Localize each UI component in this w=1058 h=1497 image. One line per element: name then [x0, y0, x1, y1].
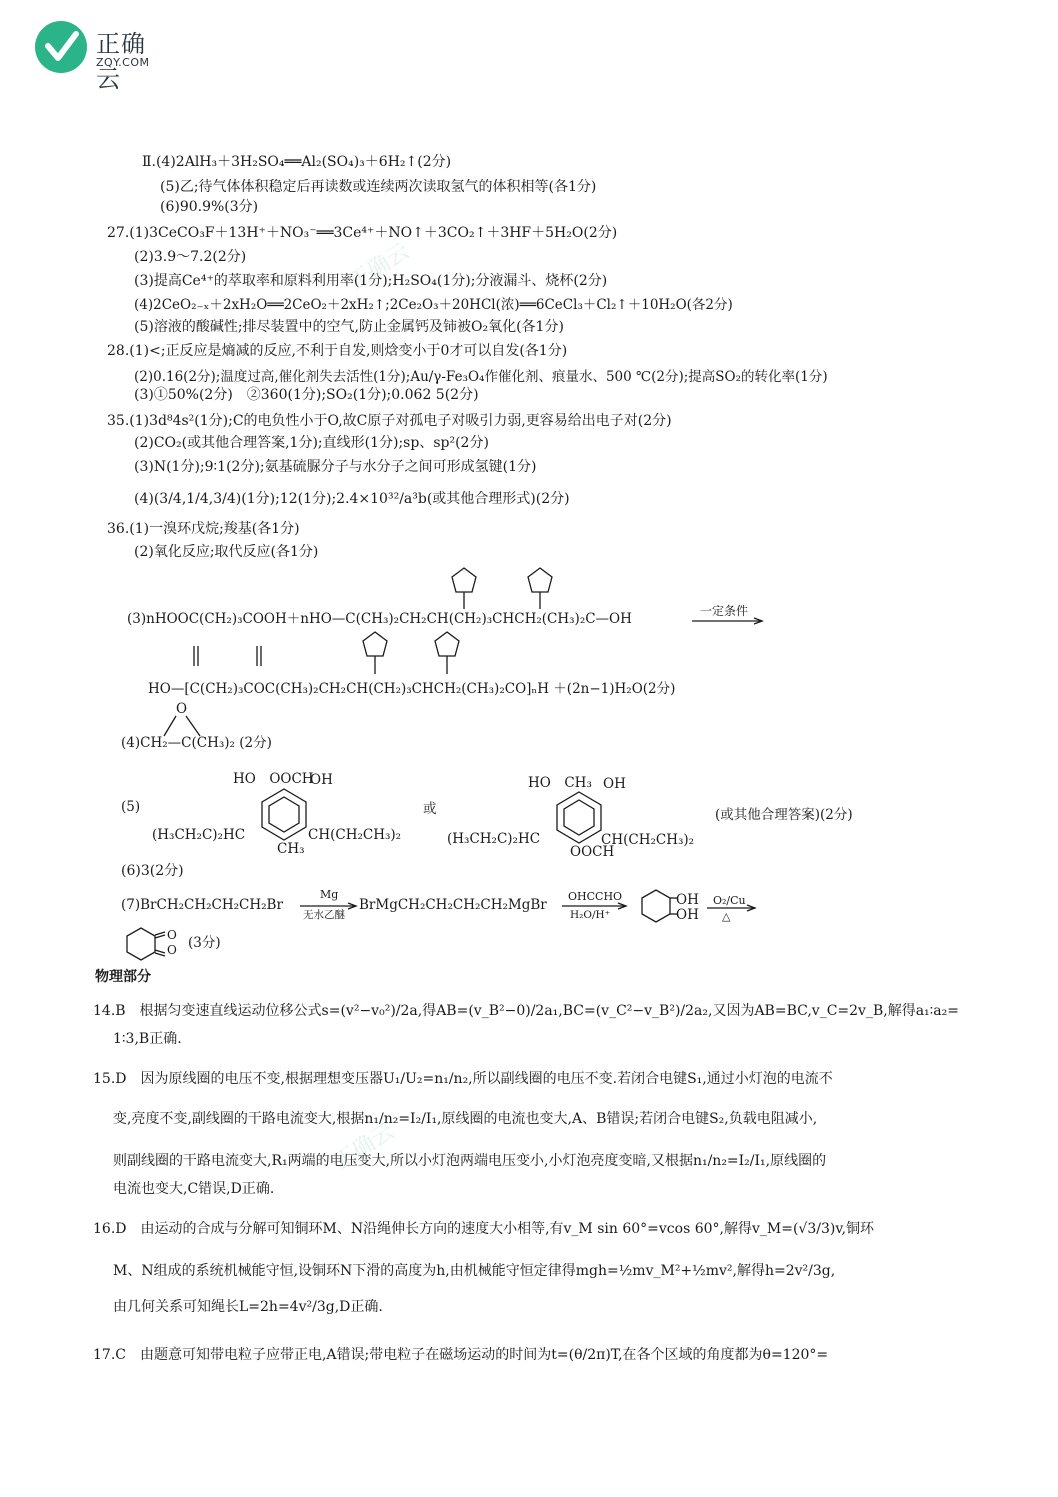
q7-diol-oh1: OH	[676, 892, 699, 908]
carbonyl-and-ring-icon	[185, 644, 485, 684]
q7-diol-oh2: OH	[676, 907, 699, 923]
or-label: 或	[423, 801, 437, 817]
q7-cond1-bottom: 无水乙醚	[303, 909, 345, 921]
physics-line: 17.C 由题意可知带电粒子应带正电,A错误;带电粒子在磁场运动的时间为t=(θ/2π)T,在各个区域的角度都为θ=120°=	[93, 1347, 829, 1363]
physics-line: M、N组成的系统机械能守恒,设铜环N下滑的高度为h,由机械能守恒定律得mgh=½mv_M²+½mv²,解得h=2v²/3g,	[113, 1263, 836, 1279]
chem-line: 35.(1)3d⁸4s²(1分);C的电负性小于O,故C原子对孤电子对吸引力弱,更容易给出电子对(2分)	[107, 413, 672, 429]
benzene-ring-icon	[254, 785, 314, 845]
chem-line: (2)氧化反应;取代反应(各1分)	[134, 544, 319, 560]
logo-subtitle: ZQY.COM	[96, 56, 150, 69]
physics-line: 电流也变大,C错误,D正确.	[113, 1181, 275, 1197]
chem-line: (3)N(1分);9∶1(2分);氨基硫脲分子与水分子之间可形成氢键(1分)	[134, 459, 537, 475]
q7-dione-o2: O	[167, 943, 177, 957]
watermark: 正确云	[344, 239, 414, 296]
q5-note: (或其他合理答案)(2分)	[715, 807, 853, 823]
chem-line: 28.(1)<;正反应是熵减的反应,不利于自发,则焓变小于0才可以自发(各1分)	[107, 343, 568, 359]
physics-line: 变,亮度不变,副线圈的干路电流变大,根据n₁/n₂=I₂/I₁,原线圈的电流也变大,A、B错误;若闭合电键S₂,负载电阻减小,	[113, 1111, 818, 1127]
struct-a-bottom: CH₃	[277, 841, 305, 857]
chem-line: (3)①50%(2分) ②360(1分);SO₂(1分);0.062 5(2分)	[134, 387, 479, 403]
q7-intermediate: BrMgCH₂CH₂CH₂CH₂MgBr	[359, 897, 547, 913]
physics-line: 16.D 由运动的合成与分解可知铜环M、N沿绳伸长方向的速度大小相等,有v_M sin 60°=vcos 60°,解得v_M=(√3/3)v,铜环	[93, 1221, 875, 1237]
struct-a-top: HO OOCH	[233, 771, 314, 787]
q4-answer: (4)CH₂—C(CH₃)₂ (2分)	[121, 735, 272, 751]
chem-line: (5)乙;待气体体积稳定后再读数或连续两次读取氢气的体积相等(各1分)	[160, 179, 597, 195]
logo-title: 正确云	[96, 30, 146, 93]
struct-b-oh: OH	[603, 776, 626, 792]
physics-line: 15.D 因为原线圈的电压不变,根据理想变压器U₁/U₂=n₁/n₂,所以副线圈的电压不变.若闭合电键S₁,通过小灯泡的电流不	[93, 1071, 833, 1087]
chem-line: (2)3.9～7.2(2分)	[134, 249, 247, 265]
struct-a-left: (H₃CH₂C)₂HC	[152, 827, 246, 843]
chem-line: (5)溶液的酸碱性;排尽装置中的空气,防止金属钙及铈被O₂氧化(各1分)	[134, 319, 564, 335]
chem-line: (4)2CeO₂₋ₓ＋2xH₂O══2CeO₂＋2xH₂↑;2Ce₂O₃＋20HCl(浓)══6CeCl₃＋Cl₂↑＋10H₂O(各2分)	[134, 297, 733, 313]
reaction3-reactants: (3)nHOOC(CH₂)₃COOH＋nHO—C(CH₃)₂CH₂CH(CH₂)₃CHCH₂(CH₃)₂C—OH	[127, 611, 632, 627]
chem-line: (3)提高Ce⁴⁺的萃取率和原料利用率(1分);H₂SO₄(1分);分液漏斗、烧杯(2分)	[134, 273, 608, 289]
chem-line: Ⅱ.(4)2AlH₃＋3H₂SO₄══Al₂(SO₄)₃＋6H₂↑(2分)	[142, 154, 452, 170]
reaction-arrow-icon	[707, 905, 757, 913]
cyclohexane-ring-icon	[632, 888, 682, 928]
q7-dione-o1: O	[167, 928, 177, 942]
physics-line: 由几何关系可知绳长L=2h=4v²/3g,D正确.	[113, 1299, 383, 1315]
struct-a-right: CH(CH₂CH₃)₂	[308, 827, 402, 843]
epoxide-oxygen: O	[176, 701, 188, 717]
physics-heading: 物理部分	[95, 969, 151, 985]
q5-label: (5)	[121, 799, 141, 815]
q7-cond2-top: OHCCHO	[568, 890, 623, 903]
physics-line: 14.B 根据匀变速直线运动位移公式s=(v²−v₀²)/2a,得AB=(v_B²−0)/2a₁,BC=(v_C²−v_B²)/2a₂,又因为AB=BC,v_C=2v_B,解得a₁∶a₂=	[93, 1003, 959, 1019]
chem-line: (4)(3/4,1/4,3/4)(1分);12(1分);2.4×10³²/a³b(或其他合理形式)(2分)	[134, 491, 570, 507]
logo	[34, 20, 164, 93]
physics-line: 则副线圈的干路电流变大,R₁两端的电压变大,所以小灯泡两端电压变小,小灯泡亮度变暗,又根据n₁/n₂=I₂/I₁,原线圈的	[113, 1153, 827, 1169]
q7-cond3-bottom: △	[722, 910, 731, 923]
reaction3-product: HO—[C(CH₂)₃COC(CH₃)₂CH₂CH(CH₂)₃CHCH₂(CH₃)₂CO]ₙH ＋(2n−1)H₂O(2分)	[148, 681, 676, 697]
q7-start: (7)BrCH₂CH₂CH₂CH₂Br	[121, 897, 283, 913]
struct-a-oh: OH	[310, 772, 333, 788]
chem-line: (2)CO₂(或其他合理答案,1分);直线形(1分);sp、sp²(2分)	[134, 435, 489, 451]
q7-cond1-top: Mg	[320, 888, 339, 901]
struct-b-left: (H₃CH₂C)₂HC	[447, 831, 541, 847]
q7-cond2-bottom: H₂O/H⁺	[570, 909, 611, 921]
q7-score: (3分)	[188, 935, 221, 951]
watermark: 正确云	[329, 1119, 399, 1176]
logo-mark-icon	[34, 20, 88, 74]
chem-line: (2)0.16(2分);温度过高,催化剂失去活性(1分);Au/γ-Fe₃O₄作催化剂、痕量水、500 ℃(2分);提高SO₂的转化率(1分)	[134, 369, 828, 385]
reaction-arrow-icon	[692, 618, 764, 626]
chem-line: (6)90.9%(3分)	[160, 199, 259, 215]
reaction3-condition: 一定条件	[700, 604, 749, 618]
struct-b-right: CH(CH₂CH₃)₂	[601, 832, 695, 848]
chem-line: 36.(1)一溴环戊烷;羧基(各1分)	[107, 521, 300, 537]
chem-line: 27.(1)3CeCO₃F＋13H⁺＋NO₃⁻══3Ce⁴⁺＋NO↑＋3CO₂↑＋3HF＋5H₂O(2分)	[107, 225, 618, 241]
physics-line: 1∶3,B正确.	[113, 1031, 182, 1047]
cyclopentane-ring-icon	[440, 565, 560, 615]
q7-cond3-top: O₂/Cu	[713, 894, 746, 907]
struct-b-bottom: OOCH	[570, 844, 615, 860]
struct-b-top: HO CH₃	[528, 775, 592, 791]
benzene-ring-icon	[549, 788, 609, 848]
q6-answer: (6)3(2分)	[121, 863, 184, 879]
